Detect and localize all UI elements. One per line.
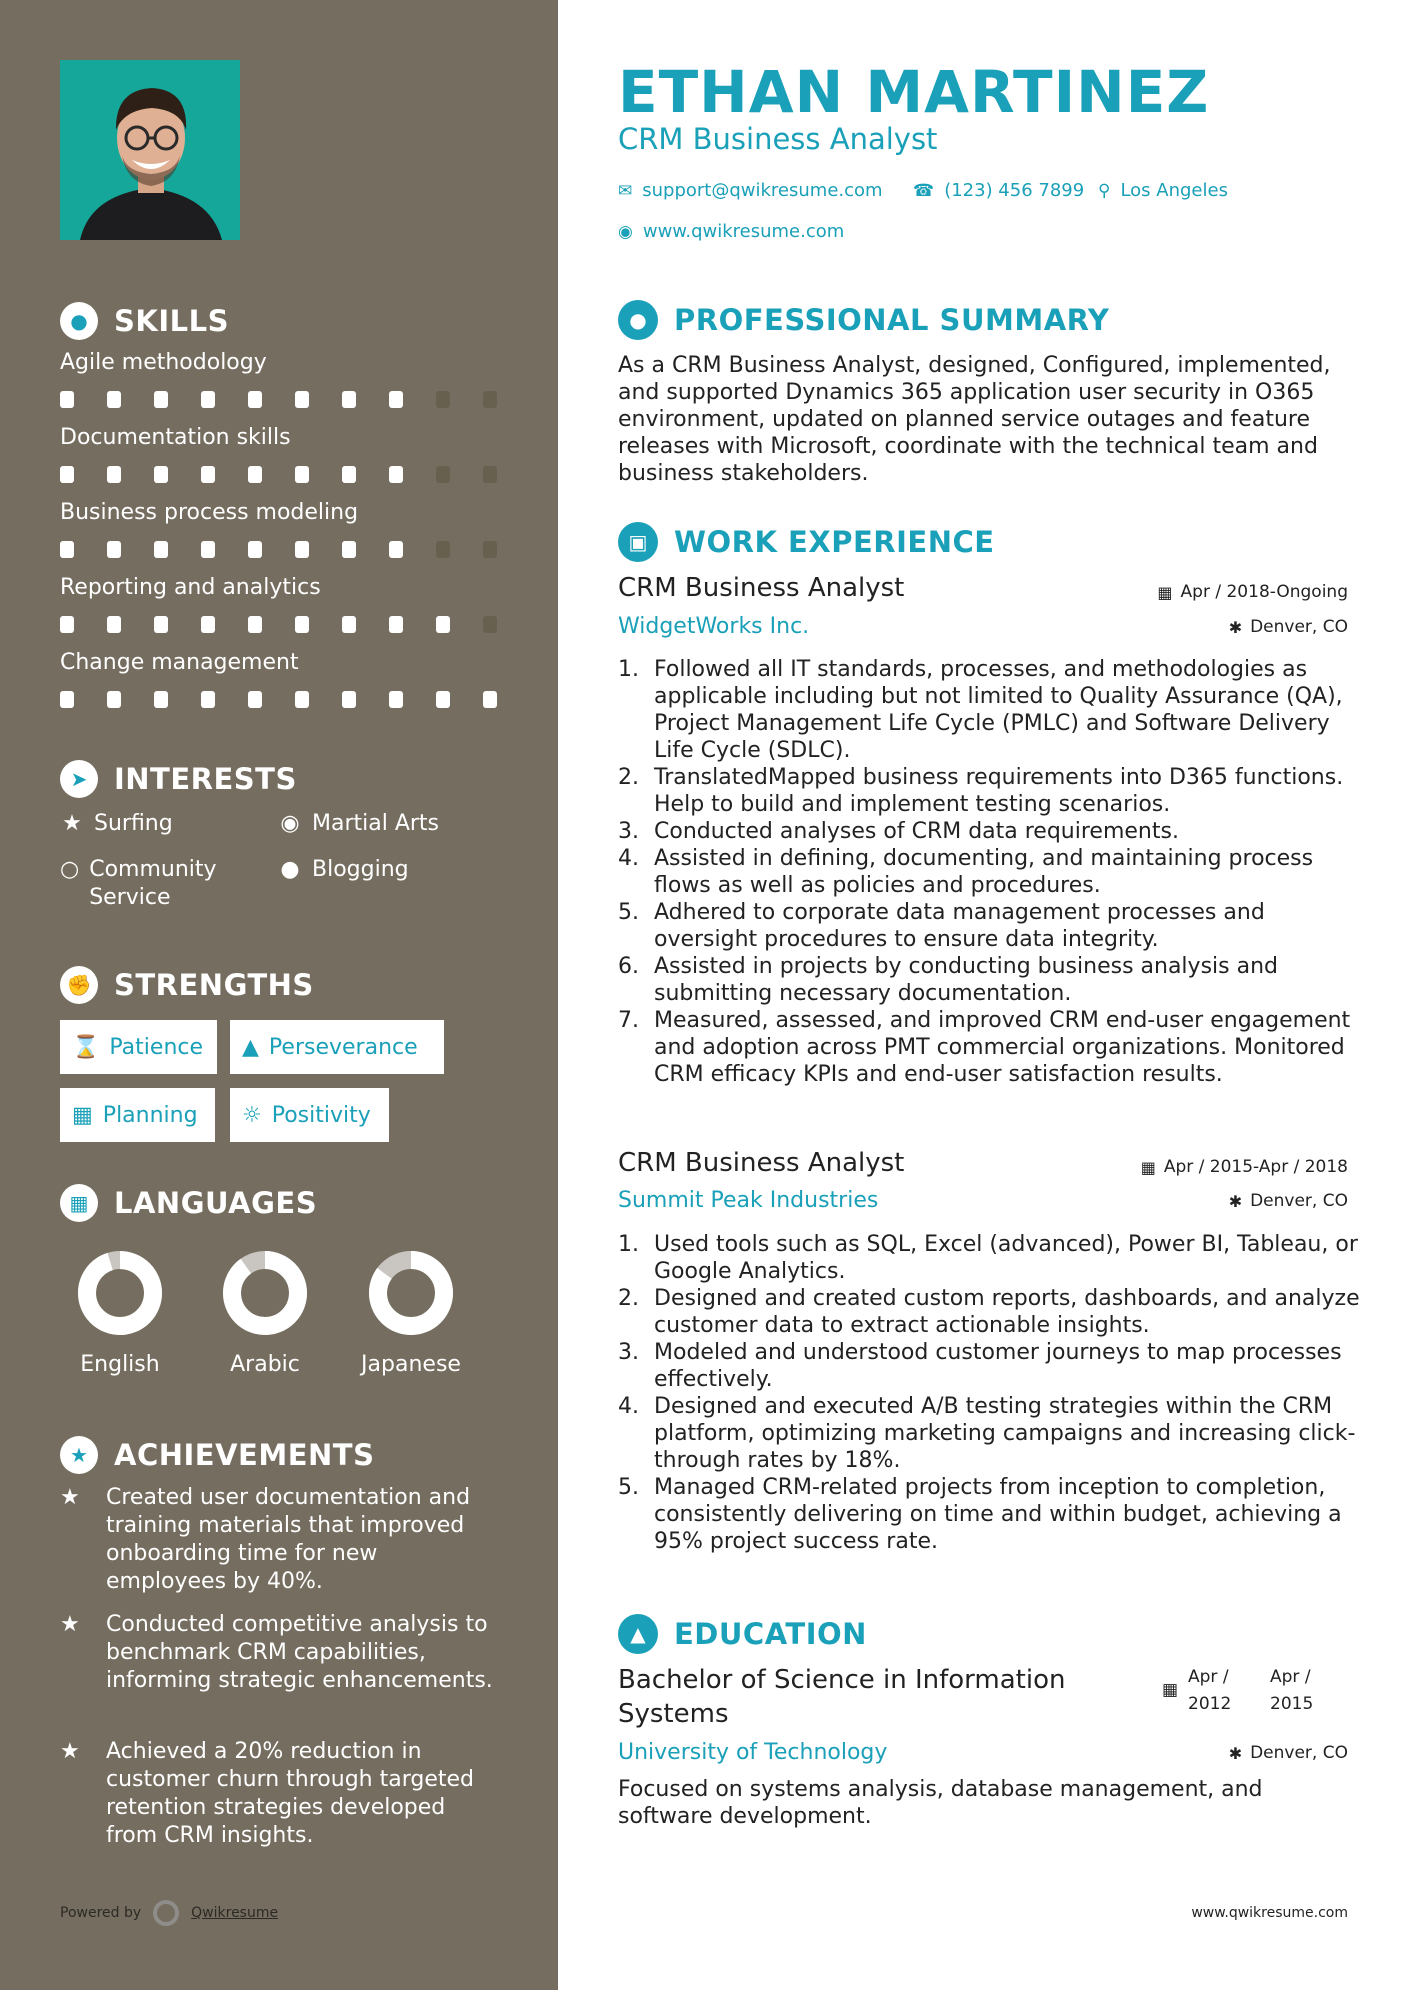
graduation-cap-icon: ▲ [618,1614,658,1654]
interest-item: ◉ Martial Arts [278,810,439,838]
calendar-icon: ▦ [1157,582,1173,602]
duty-item: Designed and created custom reports, dashboards, and analyze customer data to extract actionable insights. [654,1286,1360,1338]
envelope-icon: ✉ [618,180,633,201]
badge-icon: ○ [60,857,80,882]
skill-dot [60,541,74,558]
strength-badge: ▦ Planning [60,1088,215,1142]
duty-item: Adhered to corporate data management processes and oversight procedures to ensure data integrity. [654,900,1265,952]
education-end: Apr / 2015 [1270,1667,1314,1714]
strength-badge: ⌛ Patience [60,1020,217,1074]
skill-dot [436,616,450,633]
duty-item: Managed CRM-related projects from inception to completion, consistently delivering on time and within budget, achieving a 95% project success rate. [654,1475,1342,1554]
contact-phone: ☎ (123) 456 7899 [913,180,1085,201]
education-heading: ▲ EDUCATION [618,1614,867,1654]
job-duties [636,656,1366,1088]
sun-icon: ☼ [242,1102,262,1128]
skill-dot [107,616,121,633]
job-dates: ▦ Apr / 2018-Ongoing [1157,582,1348,602]
star-badge-icon: ★ [60,1436,98,1474]
education-school: University of Technology [618,1740,888,1765]
duty-item: Modeled and understood customer journeys to map processes effectively. [654,1340,1342,1392]
skill-dot [389,691,403,708]
lightbulb-icon: ● [60,302,98,340]
skill-label: Documentation skills [60,425,291,450]
briefcase-icon: ▣ [618,522,658,562]
skill-dot [342,391,356,408]
gauge-fill [232,1260,298,1326]
skill-label: Change management [60,650,299,675]
main-content [558,0,1407,1990]
gauge-fill [87,1260,153,1326]
skill-dot [248,691,262,708]
languages-heading: ▦ LANGUAGES [60,1184,317,1222]
candidate-name: ETHAN MARTINEZ [618,58,1210,126]
duty-item: Measured, assessed, and improved CRM end-user engagement and adoption across PMT commercial organizations. Monitored CRM efficacy KPIs and end-user satisfaction results. [654,1008,1351,1087]
calendar-icon: ▦ [72,1102,93,1128]
language-gauge [75,1248,165,1338]
duty-item: TranslatedMapped business requirements into D365 functions. Help to build and implement testing scenarios. [654,765,1344,817]
skill-label: Agile methodology [60,350,267,375]
hourglass-icon: ⌛ [72,1034,100,1060]
summary-text: As a CRM Business Analyst, designed, Configured, implemented, and supported Dynamics 365 application user security in O365 environment, updated on planned service outages and feature releases with Microsoft, coordinate with the technical team and business stakeholders. [618,353,1331,486]
skill-dot [154,616,168,633]
skill-dot [248,541,262,558]
user-icon: ● [618,300,658,340]
achievements-heading: ★ ACHIEVEMENTS [60,1436,374,1474]
skill-dot [389,616,403,633]
duty-item: Designed and executed A/B testing strategies within the CRM platform, optimizing marketing campaigns and increasing click-through rates by 18%. [654,1394,1356,1473]
job-duties [636,1231,1366,1555]
job-role: CRM Business Analyst [618,573,905,603]
shooting-star-icon: ★ [60,1485,80,1510]
interest-item: ● Blogging [278,856,409,884]
skill-dot [201,616,215,633]
skill-dot [201,691,215,708]
profile-photo [60,60,240,240]
skill-dot [342,541,356,558]
skill-dot [154,391,168,408]
strengths-heading: ✊ STRENGTHS [60,966,314,1004]
shooting-star-icon: ★ [60,1612,80,1637]
skill-dot [483,391,497,408]
translate-icon: ▦ [60,1184,98,1222]
language-gauge [220,1248,310,1338]
skill-level [60,466,530,483]
language-gauge [366,1248,456,1338]
skill-dot [154,466,168,483]
skill-dot [483,691,497,708]
education-description: Focused on systems analysis, database management, and software development. [618,1777,1263,1829]
strength-badge: ▲ Perseverance [230,1020,444,1074]
skill-dot [107,466,121,483]
skill-dot [248,466,262,483]
powered-by: Powered by Qwikresume [60,1900,278,1926]
language-name: English [80,1352,160,1377]
candidate-title: CRM Business Analyst [618,122,938,156]
qwikresume-link[interactable]: Qwikresume [191,1905,279,1921]
achievement-item: ★ Conducted competitive analysis to benchmark CRM capabilities, informing strategic enhancements. [60,1612,493,1693]
job-role: CRM Business Analyst [618,1148,905,1178]
qwikresume-logo-icon [153,1900,179,1926]
language-item [210,1248,320,1377]
skill-dot [201,466,215,483]
shooting-star-icon: ★ [60,1739,80,1764]
skill-dot [436,541,450,558]
paper-plane-icon: ➤ [60,760,98,798]
pin-icon: ✱ [1228,617,1243,637]
skill-dot [60,391,74,408]
skill-dot [107,391,121,408]
skill-dot [295,616,309,633]
calendar-icon: ▦ [1140,1157,1156,1177]
achievement-item: ★ Achieved a 20% reduction in customer churn through targeted retention strategies developed from CRM insights. [60,1739,474,1848]
skill-dot [60,616,74,633]
skill-label: Business process modeling [60,500,359,525]
skill-dot [389,541,403,558]
education-location: ✱ Denver, CO [1228,1743,1348,1763]
skill-dot [342,616,356,633]
interest-item: ○ Community Service [60,857,217,910]
skill-dot [295,391,309,408]
map-marker-icon: ⚲ [1098,180,1111,201]
language-item [65,1248,175,1377]
calendar-icon: ▦ [1162,1680,1179,1700]
phone-icon: ☎ [913,180,935,201]
skill-dot [436,466,450,483]
globe-icon: ◉ [280,811,300,836]
duty-item: Conducted analyses of CRM data requirements. [654,819,1179,844]
strength-badge: ☼ Positivity [230,1088,389,1142]
job-location: ✱ Denver, CO [1228,1191,1348,1211]
skill-level [60,691,530,708]
skill-level [60,541,530,558]
contact-location: ⚲ Los Angeles [1098,180,1228,201]
duty-item: Assisted in defining, documenting, and maintaining process flows as well as policies and procedures. [654,846,1314,898]
sidebar [0,0,558,1990]
pin-icon: ✱ [1228,1191,1243,1211]
skill-dot [483,616,497,633]
star-icon: ★ [62,811,82,836]
road-icon: ▲ [242,1034,259,1060]
education-start: Apr / 2012 [1188,1667,1232,1714]
skill-label: Reporting and analytics [60,575,321,600]
pin-icon: ✱ [1228,1743,1243,1763]
skill-dot [201,541,215,558]
skill-dot [436,691,450,708]
skill-dot [342,466,356,483]
education-degree: Bachelor of Science in Information Systems [618,1665,1066,1729]
globe-icon: ◉ [618,221,633,242]
skill-dot [342,691,356,708]
job-dates: ▦ Apr / 2015-Apr / 2018 [1140,1157,1348,1177]
job-company: Summit Peak Industries [618,1188,879,1213]
skill-dot [154,691,168,708]
job-location: ✱ Denver, CO [1228,617,1348,637]
users-icon: ● [280,857,300,882]
skill-dot [483,466,497,483]
duty-item: Followed all IT standards, processes, and methodologies as applicable including but not limited to Quality Assurance (QA), Project Management Life Cycle (PMLC) and Software Delivery Life Cycle (SDLC). [654,657,1343,763]
job-company: WidgetWorks Inc. [618,614,810,639]
fist-icon: ✊ [60,966,98,1004]
skill-dot [389,391,403,408]
footer-url[interactable]: www.qwikresume.com [1191,1905,1348,1921]
language-item [356,1248,466,1377]
duty-item: Assisted in projects by conducting business analysis and submitting necessary documentation. [654,954,1278,1006]
language-name: Arabic [230,1352,300,1377]
interests-heading: ➤ INTERESTS [60,760,297,798]
summary-heading: ● PROFESSIONAL SUMMARY [618,300,1109,340]
skill-dot [60,466,74,483]
skill-dot [389,466,403,483]
duty-item: Used tools such as SQL, Excel (advanced), Power BI, Tableau, or Google Analytics. [654,1232,1358,1284]
skill-dot [483,541,497,558]
skill-dot [248,616,262,633]
skill-dot [248,391,262,408]
achievement-item: ★ Created user documentation and training materials that improved onboarding time for new employees by 40%. [60,1485,471,1594]
contact-website[interactable]: ◉ www.qwikresume.com [618,221,845,242]
skill-level [60,391,530,408]
experience-heading: ▣ WORK EXPERIENCE [618,522,995,562]
language-name: Japanese [361,1352,461,1377]
skills-heading: ● SKILLS [60,302,229,340]
skill-dot [295,691,309,708]
interest-item: ★ Surfing [60,810,173,838]
skill-dot [436,391,450,408]
skill-dot [60,691,74,708]
skill-dot [295,466,309,483]
skill-level [60,616,530,633]
skill-dot [201,391,215,408]
skill-dot [295,541,309,558]
skill-dot [154,541,168,558]
skill-dot [107,541,121,558]
contact-email[interactable]: ✉ support@qwikresume.com [618,180,883,201]
skill-dot [107,691,121,708]
